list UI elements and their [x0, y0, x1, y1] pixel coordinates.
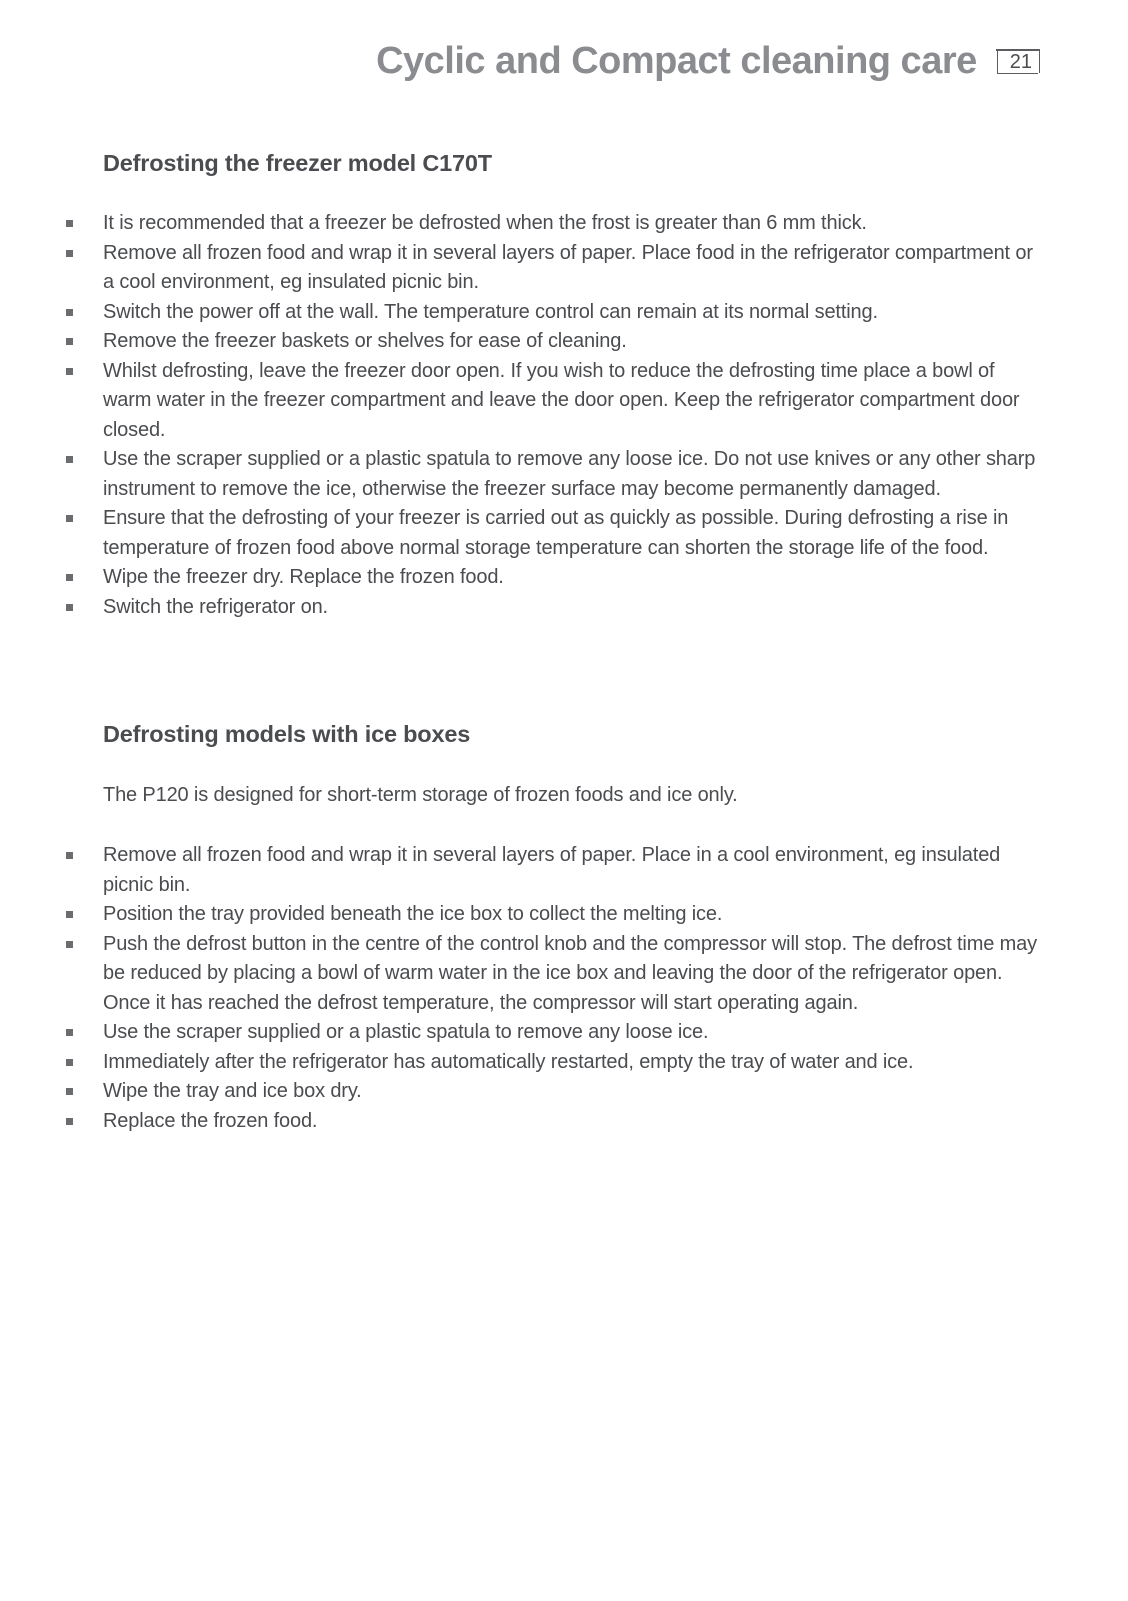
list-item: Remove the freezer baskets or shelves for ease of cleaning.	[0, 327, 1128, 357]
list-item: Wipe the freezer dry. Replace the frozen food.	[0, 563, 1128, 593]
square-bullet-icon	[66, 338, 73, 345]
list-item: Push the defrost button in the centre of the control knob and the compressor will stop. The defrost time may be reduced by placing a bowl of warm water in the ice box and leaving the door of the refrigerator open. Once it has reached the defrost temperature, the compressor will start operating again.	[0, 930, 1128, 1019]
list-item: Use the scraper supplied or a plastic spatula to remove any loose ice.	[0, 1018, 1128, 1048]
list-item: Switch the power off at the wall. The temperature control can remain at its normal setting.	[0, 298, 1128, 328]
square-bullet-icon	[66, 250, 73, 257]
square-bullet-icon	[66, 456, 73, 463]
square-bullet-icon	[66, 1118, 73, 1125]
square-bullet-icon	[66, 368, 73, 375]
list-item: Use the scraper supplied or a plastic spatula to remove any loose ice. Do not use knives or any other sharp instrument to remove the ice, otherwise the freezer surface may become permanently damaged.	[0, 445, 1128, 504]
square-bullet-icon	[66, 1029, 73, 1036]
ice-box-defrost-steps	[0, 841, 1128, 1136]
ice-box-intro: The P120 is designed for short-term storage of frozen foods and ice only.	[103, 784, 738, 806]
list-item: Remove all frozen food and wrap it in several layers of paper. Place in a cool environment, eg insulated picnic bin.	[0, 841, 1128, 900]
square-bullet-icon	[66, 911, 73, 918]
list-item: It is recommended that a freezer be defrosted when the frost is greater than 6 mm thick.	[0, 209, 1128, 239]
list-item: Immediately after the refrigerator has automatically restarted, empty the tray of water and ice.	[0, 1048, 1128, 1078]
square-bullet-icon	[66, 852, 73, 859]
list-item: Wipe the tray and ice box dry.	[0, 1077, 1128, 1107]
section-heading-ice-boxes: Defrosting models with ice boxes	[103, 721, 471, 747]
freezer-defrost-steps	[0, 209, 1128, 622]
square-bullet-icon	[66, 1059, 73, 1066]
square-bullet-icon	[66, 220, 73, 227]
page-title: Cyclic and Compact cleaning care	[376, 40, 977, 82]
square-bullet-icon	[66, 515, 73, 522]
square-bullet-icon	[66, 574, 73, 581]
list-item: Switch the refrigerator on.	[0, 593, 1128, 623]
list-item: Remove all frozen food and wrap it in several layers of paper. Place food in the refrigerator compartment or a cool environment, eg insulated picnic bin.	[0, 239, 1128, 298]
list-item: Position the tray provided beneath the ice box to collect the melting ice.	[0, 900, 1128, 930]
square-bullet-icon	[66, 941, 73, 948]
square-bullet-icon	[66, 309, 73, 316]
list-item: Whilst defrosting, leave the freezer door open. If you wish to reduce the defrosting time place a bowl of warm water in the freezer compartment and leave the door open. Keep the refrigerator compartment door closed.	[0, 357, 1128, 446]
square-bullet-icon	[66, 604, 73, 611]
page-header	[376, 40, 1038, 83]
list-item: Ensure that the defrosting of your freezer is carried out as quickly as possible. During defrosting a rise in temperature of frozen food above normal storage temperature can shorten the storage life of the food.	[0, 504, 1128, 563]
section-heading-freezer-c170t: Defrosting the freezer model C170T	[103, 150, 492, 176]
list-item: Replace the frozen food.	[0, 1107, 1128, 1137]
square-bullet-icon	[66, 1088, 73, 1095]
page-number: 21	[997, 49, 1038, 74]
